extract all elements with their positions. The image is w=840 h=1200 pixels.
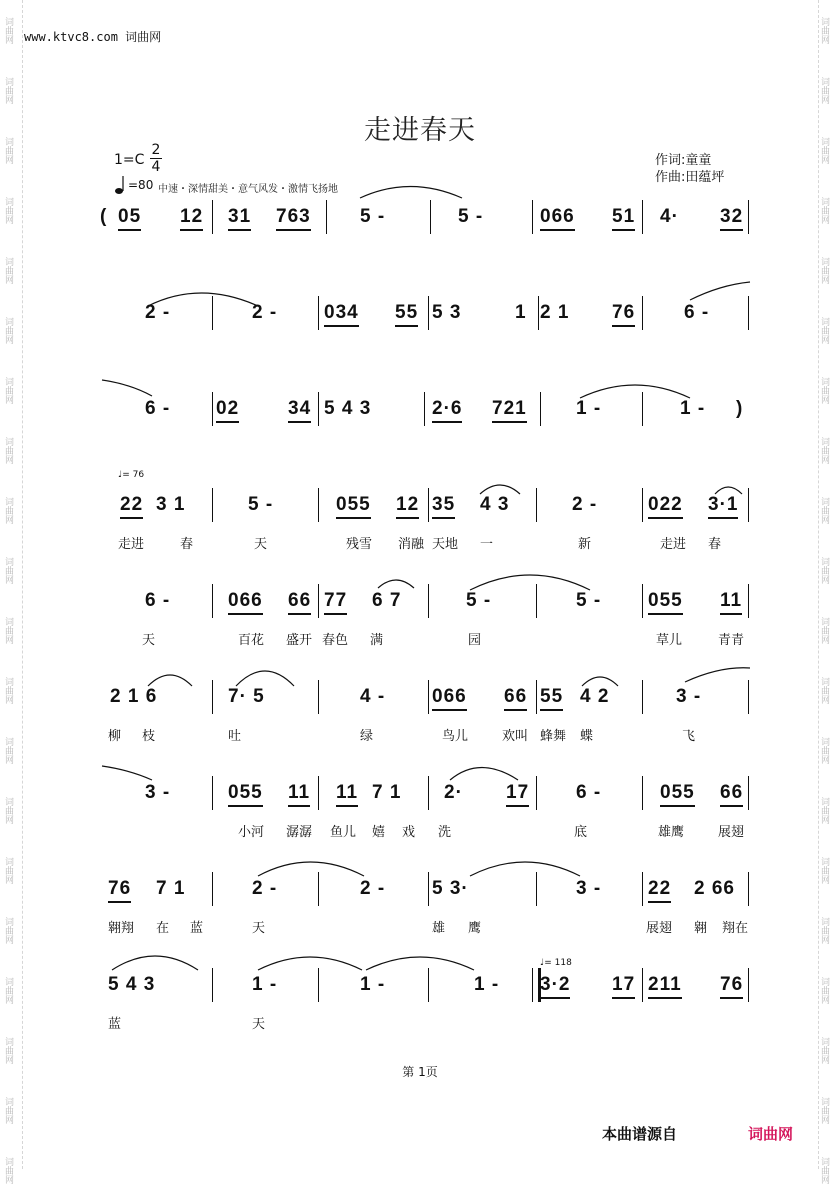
lyric-word: 翱 — [694, 921, 708, 936]
watermark-text: 词曲网 — [3, 556, 13, 584]
lyric-word: 鱼儿 — [330, 825, 357, 840]
lyric-word: 小河 — [238, 825, 265, 840]
lyric-word: 天 — [252, 921, 266, 936]
tempo-change-118: ♩= 118 — [540, 958, 572, 968]
note-group: 3·2 — [540, 974, 570, 999]
barline — [318, 296, 319, 330]
note-group: 3·1 — [708, 494, 738, 519]
watermark-text: 词曲网 — [3, 1096, 13, 1124]
note-group: 5 - — [466, 590, 492, 611]
note-group: 11 — [288, 782, 310, 807]
barline — [326, 200, 327, 234]
slur — [102, 766, 152, 780]
note-group: 055 — [660, 782, 695, 807]
watermark-text: 词曲网 — [3, 796, 13, 824]
note-group: 31 — [228, 206, 251, 231]
lyric-word: 青青 — [718, 633, 745, 648]
note-group: 211 — [648, 974, 682, 999]
barline — [212, 968, 213, 1002]
lyric-word: 天 — [142, 633, 156, 648]
watermark-text: 词曲网 — [3, 496, 13, 524]
note-group: 6 - — [576, 782, 602, 803]
note-group: 5 3· — [432, 878, 469, 899]
barline — [318, 680, 319, 714]
watermark-text: 词曲网 — [3, 376, 13, 404]
barline — [428, 488, 429, 522]
lyric-word: 底 — [574, 825, 588, 840]
slur — [378, 580, 414, 588]
barline — [642, 776, 643, 810]
watermark-text: 词曲网 — [3, 256, 13, 284]
barline — [428, 968, 429, 1002]
slur — [258, 957, 362, 970]
note-group: 5 - — [576, 590, 602, 611]
note-group: 4· — [660, 206, 679, 227]
watermark-text: 词曲网 — [3, 616, 13, 644]
barline — [212, 488, 213, 522]
note-group: 11 — [336, 782, 358, 807]
tempo-change-76: ♩= 76 — [118, 470, 145, 480]
note-group: 5 3 — [432, 302, 462, 323]
note-group: 3 - — [145, 782, 171, 803]
watermark-text: 词曲网 — [819, 496, 829, 524]
watermark-text: 词曲网 — [3, 16, 13, 44]
note-group: 7 1 — [156, 878, 186, 899]
lyric-word: 一 — [480, 537, 494, 552]
note-group: 1 - — [360, 974, 386, 995]
barline — [532, 200, 533, 234]
note-group: 22 — [648, 878, 671, 903]
barline — [428, 776, 429, 810]
note-group: 55 — [395, 302, 418, 327]
note-group: 17 — [612, 974, 635, 999]
lyric-word: 洗 — [438, 825, 452, 840]
note-group: 6 - — [145, 398, 171, 419]
slur — [360, 187, 462, 199]
note-group: 022 — [648, 494, 683, 519]
lyric-word: 欢叫 — [502, 729, 529, 744]
note-group: 2 1 6 — [110, 686, 158, 707]
lyric-word: 天 — [254, 537, 268, 552]
note-group: 066 — [540, 206, 575, 231]
lyric-word: 吐 — [228, 729, 242, 744]
slur — [480, 485, 520, 494]
lyric-word: 蜂舞 — [540, 729, 567, 744]
watermark-text: 词曲网 — [819, 616, 829, 644]
barline — [536, 488, 537, 522]
performance-style: 中速・深情甜美・意气风发・激情飞扬地 — [158, 184, 338, 195]
watermark-text: 词曲网 — [819, 316, 829, 344]
barline — [642, 968, 643, 1002]
lyric-word: 消融 — [398, 537, 425, 552]
watermark-text: 词曲网 — [819, 976, 829, 1004]
barline — [536, 680, 537, 714]
note-group: 7 1 — [372, 782, 402, 803]
lyricist: 作词:童童 — [655, 153, 712, 168]
lyric-word: 枝 — [142, 729, 156, 744]
note-group: 2 66 — [694, 878, 735, 899]
note-group: 11 — [720, 590, 742, 615]
note-group: 4 2 — [580, 686, 610, 707]
watermark-text: 词曲网 — [819, 1096, 829, 1124]
note-group: 02 — [216, 398, 239, 423]
note-group: 66 — [504, 686, 527, 711]
lyric-word: 戏 — [402, 825, 416, 840]
slur — [470, 862, 580, 876]
lyric-word: 翔在 — [722, 921, 749, 936]
lyric-word: 嬉 — [372, 825, 386, 840]
watermark-text: 词曲网 — [819, 856, 829, 884]
lyric-word: 鸟儿 — [442, 729, 469, 744]
watermark-text: 词曲网 — [819, 436, 829, 464]
song-title: 走进春天 — [364, 115, 476, 146]
watermark-text: 词曲网 — [819, 1156, 829, 1184]
barline — [212, 776, 213, 810]
note-group: 4 3 — [480, 494, 510, 515]
note-group: 66 — [720, 782, 743, 807]
note-group: 1 - — [576, 398, 602, 419]
barline — [540, 392, 541, 426]
quarter-note-icon: ♩ — [540, 958, 545, 968]
note-group: 5 - — [248, 494, 274, 515]
barline — [642, 200, 643, 234]
barline — [428, 680, 429, 714]
watermark-text: 词曲网 — [819, 196, 829, 224]
note-group: 5 - — [458, 206, 484, 227]
lyric-word: 潺潺 — [286, 825, 313, 840]
barline — [748, 488, 749, 522]
note-group: 055 — [648, 590, 683, 615]
watermark-text: 词曲网 — [819, 16, 829, 44]
watermark-text: 词曲网 — [3, 1156, 13, 1184]
watermark-text: 词曲网 — [819, 736, 829, 764]
note-group: 055 — [336, 494, 371, 519]
watermark-text: 词曲网 — [819, 376, 829, 404]
note-group: 22 — [120, 494, 143, 519]
slur — [102, 380, 152, 396]
barline — [318, 392, 319, 426]
lyric-word: 雄鹰 — [658, 825, 685, 840]
barline — [642, 488, 643, 522]
watermark-text: 词曲网 — [819, 916, 829, 944]
note-group: 3 1 — [156, 494, 186, 515]
barline — [318, 968, 319, 1002]
left-margin-line — [22, 0, 23, 1169]
note-group: 2 - — [572, 494, 598, 515]
source-label: 本曲谱源自 — [602, 1125, 678, 1143]
lyric-word: 展翅 — [646, 921, 673, 936]
barline — [212, 680, 213, 714]
note-group: 55 — [540, 686, 563, 711]
barline — [212, 392, 213, 426]
lyric-word: 展翅 — [718, 825, 745, 840]
composer: 作曲:田蕴坪 — [655, 170, 725, 185]
watermark-text: 词曲网 — [819, 796, 829, 824]
note-group: 76 — [108, 878, 131, 903]
note-group: 17 — [506, 782, 529, 807]
slur — [715, 487, 742, 494]
note-group: 055 — [228, 782, 263, 807]
watermark-text: 词曲网 — [819, 556, 829, 584]
note-group: 2·6 — [432, 398, 462, 423]
note-group: 7· 5 — [228, 686, 265, 707]
barline — [212, 200, 213, 234]
lyric-word: 春色 — [322, 633, 349, 648]
barline — [428, 872, 429, 906]
barline — [642, 680, 643, 714]
time-sig-top: 2 — [151, 142, 161, 158]
note-group: ) — [736, 398, 744, 419]
lyric-word: 走进 — [660, 537, 687, 552]
barline — [748, 776, 749, 810]
note-group: 51 — [612, 206, 635, 231]
slur — [450, 768, 518, 781]
note-group: 6 - — [684, 302, 710, 323]
note-group: 066 — [432, 686, 467, 711]
note-group: 3 - — [576, 878, 602, 899]
time-sig-bottom: 4 — [151, 159, 161, 175]
note-group: 34 — [288, 398, 311, 423]
note-group: 5 4 3 — [108, 974, 156, 995]
note-group: 721 — [492, 398, 527, 423]
right-watermark — [818, 0, 838, 1184]
watermark-text: 词曲网 — [3, 1036, 13, 1064]
barline — [212, 872, 213, 906]
barline — [748, 584, 749, 618]
page-number: 第 1页 — [402, 1065, 438, 1079]
barline — [536, 872, 537, 906]
lyric-word: 天地 — [432, 537, 459, 552]
note-group: 1 - — [252, 974, 278, 995]
barline — [430, 200, 431, 234]
note-group: 66 — [288, 590, 311, 615]
barline — [748, 680, 749, 714]
watermark-text: 词曲网 — [3, 196, 13, 224]
slur — [690, 282, 750, 300]
lyric-word: 飞 — [682, 729, 696, 744]
watermark-text: 词曲网 — [819, 136, 829, 164]
watermark-text: 词曲网 — [819, 676, 829, 704]
lyric-word: 满 — [370, 633, 384, 648]
barline — [212, 296, 213, 330]
slur — [470, 575, 590, 590]
note-group: 2· — [444, 782, 463, 803]
slur — [236, 671, 294, 686]
note-group: 2 1 — [540, 302, 570, 323]
note-group: 2 - — [252, 878, 278, 899]
barline — [318, 584, 319, 618]
barline — [748, 200, 749, 234]
barline — [536, 584, 537, 618]
lyric-word: 鹰 — [468, 921, 482, 936]
source-header[interactable]: www.ktvc8.com 词曲网 — [24, 30, 162, 44]
barline — [642, 392, 643, 426]
barline — [318, 776, 319, 810]
barline — [642, 872, 643, 906]
note-group: 1 - — [680, 398, 706, 419]
lyric-word: 绿 — [360, 729, 374, 744]
watermark-text: 词曲网 — [3, 976, 13, 1004]
note-group: 1 - — [474, 974, 500, 995]
watermark-text: 词曲网 — [3, 856, 13, 884]
note-group: 35 — [432, 494, 455, 519]
note-group: 763 — [276, 206, 311, 231]
note-group: 2 - — [252, 302, 278, 323]
lyric-word: 盛开 — [286, 633, 313, 648]
lyric-word: 柳 — [108, 729, 122, 744]
barline — [642, 296, 643, 330]
barline — [428, 296, 429, 330]
watermark-text: 词曲网 — [819, 1036, 829, 1064]
slur — [148, 675, 192, 686]
lyric-word: 走进 — [118, 537, 145, 552]
lyric-word: 草儿 — [656, 633, 683, 648]
slur — [258, 862, 364, 876]
note-group: ( — [100, 206, 108, 227]
lyric-word: 春 — [708, 537, 722, 552]
lyric-word: 在 — [156, 921, 170, 936]
lyric-word: 天 — [252, 1017, 266, 1032]
note-group: 5 - — [360, 206, 386, 227]
lyric-word: 雄 — [432, 921, 446, 936]
barline — [428, 584, 429, 618]
watermark-text: 词曲网 — [3, 736, 13, 764]
barline — [642, 584, 643, 618]
tempo-mark: =80 — [128, 178, 154, 192]
time-signature — [150, 143, 162, 174]
note-group: 2 - — [145, 302, 171, 323]
note-group: 4 - — [360, 686, 386, 707]
note-group: 034 — [324, 302, 359, 327]
barline — [748, 296, 749, 330]
barline — [318, 872, 319, 906]
barline — [212, 584, 213, 618]
note-group: 05 — [118, 206, 141, 231]
key-signature: 1=C — [114, 152, 145, 168]
lyric-word: 园 — [468, 633, 482, 648]
watermark-text: 词曲网 — [3, 76, 13, 104]
note-group: 77 — [324, 590, 347, 615]
barline — [536, 776, 537, 810]
credits — [655, 152, 724, 186]
slur — [582, 677, 618, 686]
note-group: 12 — [180, 206, 203, 231]
lyric-word: 百花 — [238, 633, 265, 648]
lyric-word: 蓝 — [190, 921, 204, 936]
watermark-text: 词曲网 — [3, 676, 13, 704]
lyric-word: 蓝 — [108, 1017, 122, 1032]
lyric-word: 翱翔 — [108, 921, 135, 936]
barline — [318, 488, 319, 522]
slur — [685, 668, 750, 682]
watermark-text: 词曲网 — [3, 436, 13, 464]
note-group: 76 — [720, 974, 743, 999]
watermark-text: 词曲网 — [3, 136, 13, 164]
note-group: 6 - — [145, 590, 171, 611]
note-group: 2 - — [360, 878, 386, 899]
lyric-word: 春 — [180, 537, 194, 552]
watermark-text: 词曲网 — [3, 316, 13, 344]
slur — [366, 957, 474, 970]
slur — [112, 956, 198, 970]
barline — [424, 392, 425, 426]
slur — [580, 385, 690, 398]
note-group: 3 - — [676, 686, 702, 707]
source-brand[interactable]: 词曲网 — [748, 1125, 794, 1143]
note-group: 1 — [515, 302, 527, 323]
note-group: 6 7 — [372, 590, 402, 611]
note-group: 76 — [612, 302, 635, 327]
lyric-word: 残雪 — [346, 537, 373, 552]
quarter-note-icon: ♩ — [118, 470, 123, 480]
barline — [748, 872, 749, 906]
watermark-text: 词曲网 — [819, 76, 829, 104]
note-group: 32 — [720, 206, 743, 231]
watermark-text: 词曲网 — [819, 256, 829, 284]
note-group: 12 — [396, 494, 419, 519]
left-watermark — [2, 0, 22, 1184]
note-group: 066 — [228, 590, 263, 615]
barline — [748, 968, 749, 1002]
lyric-word: 新 — [578, 537, 592, 552]
lyric-word: 蝶 — [580, 729, 594, 744]
watermark-text: 词曲网 — [3, 916, 13, 944]
barline — [538, 296, 539, 330]
note-group: 5 4 3 — [324, 398, 372, 419]
